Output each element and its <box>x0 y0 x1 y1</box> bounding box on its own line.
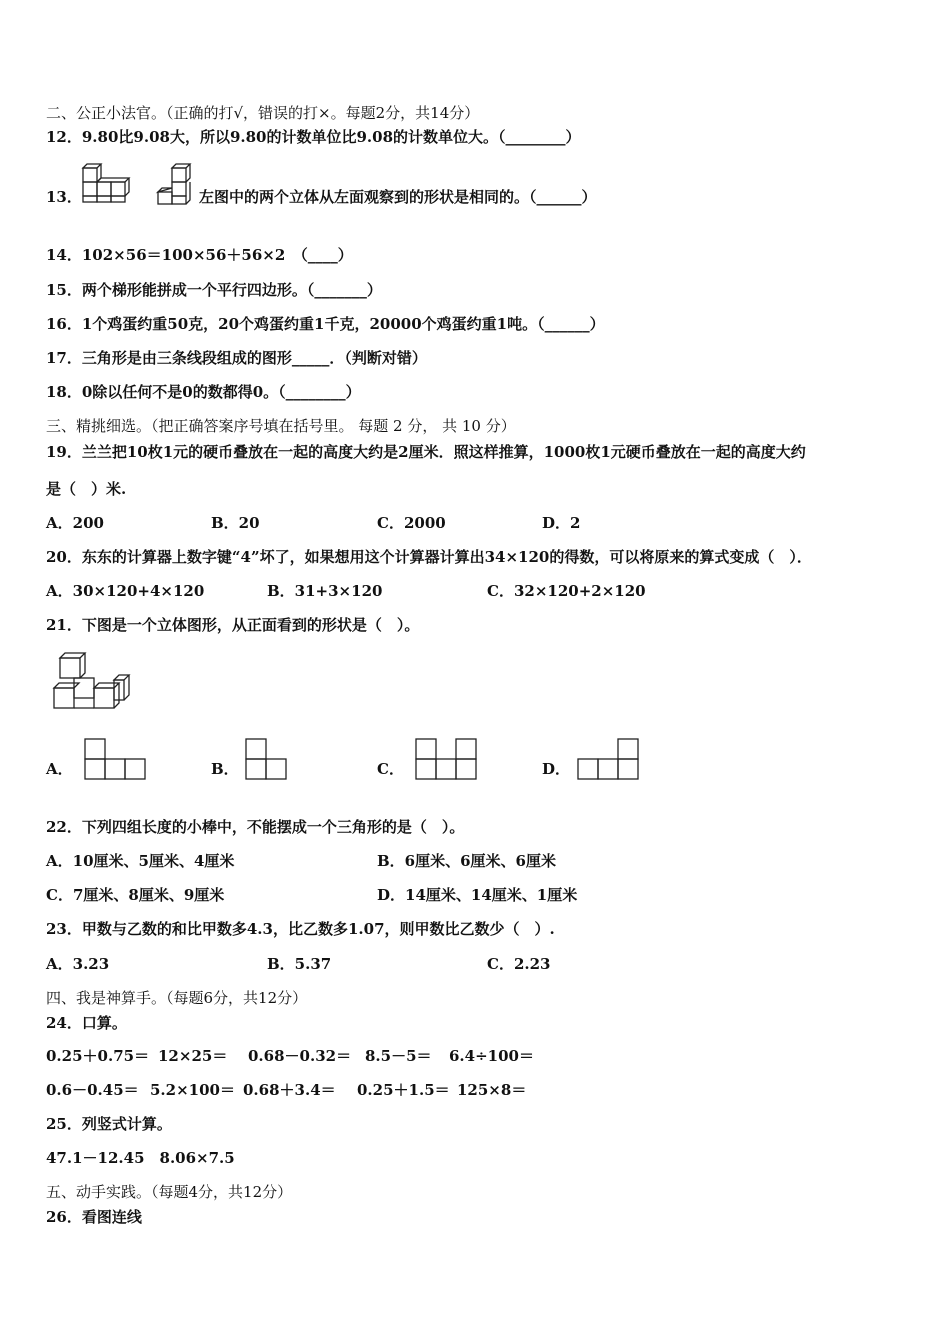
q19-option-c[interactable]: C．2000 <box>377 514 446 532</box>
q23-option-a[interactable]: A．3.23 <box>46 955 110 973</box>
question-20: 20．东东的计算器上数字键“4”坏了，如果想用这个计算器计算出34×120的得数，可以将原来的算式变成（ ）． <box>46 548 812 566</box>
q21-option-d[interactable]: D． <box>542 760 571 778</box>
q24-r1-expr: 6.4÷100＝ <box>449 1047 534 1065</box>
q22-option-d[interactable]: D．14厘米、14厘米、1厘米 <box>377 886 578 904</box>
q21-option-a[interactable]: A． <box>46 760 73 778</box>
q24-r1-expr: 0.68－0.32＝ <box>248 1047 352 1065</box>
q21-solid-figure <box>50 650 132 712</box>
q24-r1-expr: 8.5－5＝ <box>365 1047 432 1065</box>
question-18: 18．0除以任何不是0的数都得0。（________） <box>46 383 361 401</box>
q24-r2-expr: 0.25＋1.5＝ <box>357 1081 450 1099</box>
q21-option-a-shape <box>84 738 146 782</box>
q13-solid-left <box>80 160 132 206</box>
question-24-title: 24．口算。 <box>46 1014 127 1032</box>
q20-option-b[interactable]: B．31+3×120 <box>267 582 383 600</box>
q21-option-c[interactable]: C． <box>377 760 404 778</box>
section-4-title: 四、我是神算手。（每题6分，共12分） <box>46 989 308 1007</box>
q24-r2-expr: 5.2×100＝ <box>150 1081 235 1099</box>
q20-option-c[interactable]: C．32×120+2×120 <box>487 582 646 600</box>
section-2-title: 二、公正小法官。（正确的打√，错误的打×。每题2分，共14分） <box>46 104 480 122</box>
q21-option-c-shape <box>415 738 479 782</box>
question-23: 23．甲数与乙数的和比甲数多4.3，比乙数多1.07，则甲数比乙数少（ ）. <box>46 920 555 938</box>
question-13-number: 13． <box>46 188 82 206</box>
q24-r1-expr: 0.25＋0.75＝ <box>46 1047 150 1065</box>
question-15: 15．两个梯形能拼成一个平行四边形。（_______） <box>46 281 382 299</box>
q20-option-a[interactable]: A．30×120+4×120 <box>46 582 205 600</box>
question-17: 17．三角形是由三条线段组成的图形_____．（判断对错） <box>46 349 427 367</box>
q24-r1-expr: 12×25＝ <box>158 1047 228 1065</box>
q19-option-a[interactable]: A．200 <box>46 514 104 532</box>
q25-expressions: 47.1－12.45 8.06×7.5 <box>46 1149 235 1167</box>
q23-option-b[interactable]: B．5.37 <box>267 955 332 973</box>
q21-option-d-shape <box>577 738 641 782</box>
q13-solid-right <box>155 160 201 206</box>
question-13-text: 左图中的两个立体从左面观察到的形状是相同的。（______） <box>199 188 597 206</box>
q24-r2-expr: 0.68＋3.4＝ <box>243 1081 336 1099</box>
q19-option-d[interactable]: D．2 <box>542 514 581 532</box>
question-19-line1: 19．兰兰把10枚1元的硬币叠放在一起的高度大约是2厘米．照这样推算，1000枚1元硬币叠放在一起的高度大约 <box>46 443 806 461</box>
question-25-title: 25．列竖式计算。 <box>46 1115 172 1133</box>
q21-option-b-shape <box>245 738 289 782</box>
question-26: 26．看图连线 <box>46 1208 142 1226</box>
q22-option-b[interactable]: B．6厘米、6厘米、6厘米 <box>377 852 556 870</box>
question-22: 22．下列四组长度的小棒中，不能摆成一个三角形的是（ ）。 <box>46 818 465 836</box>
q24-r2-expr: 125×8＝ <box>457 1081 527 1099</box>
question-14: 14．102×56＝100×56＋56×2 （____） <box>46 246 353 264</box>
question-19-line2: 是（ ）米. <box>46 480 127 498</box>
q19-option-b[interactable]: B．20 <box>211 514 260 532</box>
q23-option-c[interactable]: C．2.23 <box>487 955 551 973</box>
question-16: 16．1个鸡蛋约重50克，20个鸡蛋约重1千克，20000个鸡蛋约重1吨。（______） <box>46 315 605 333</box>
section-3-title: 三、精挑细选。（把正确答案序号填在括号里。 每题 2 分， 共 10 分） <box>46 417 516 435</box>
q22-option-c[interactable]: C．7厘米、8厘米、9厘米 <box>46 886 225 904</box>
question-12: 12．9.80比9.08大，所以9.80的计数单位比9.08的计数单位大。（________） <box>46 128 581 146</box>
section-5-title: 五、动手实践。（每题4分，共12分） <box>46 1183 293 1201</box>
q22-option-a[interactable]: A．10厘米、5厘米、4厘米 <box>46 852 235 870</box>
q24-r2-expr: 0.6－0.45＝ <box>46 1081 139 1099</box>
question-21: 21．下图是一个立体图形，从正面看到的形状是（ ）。 <box>46 616 420 634</box>
q21-option-b[interactable]: B． <box>211 760 239 778</box>
